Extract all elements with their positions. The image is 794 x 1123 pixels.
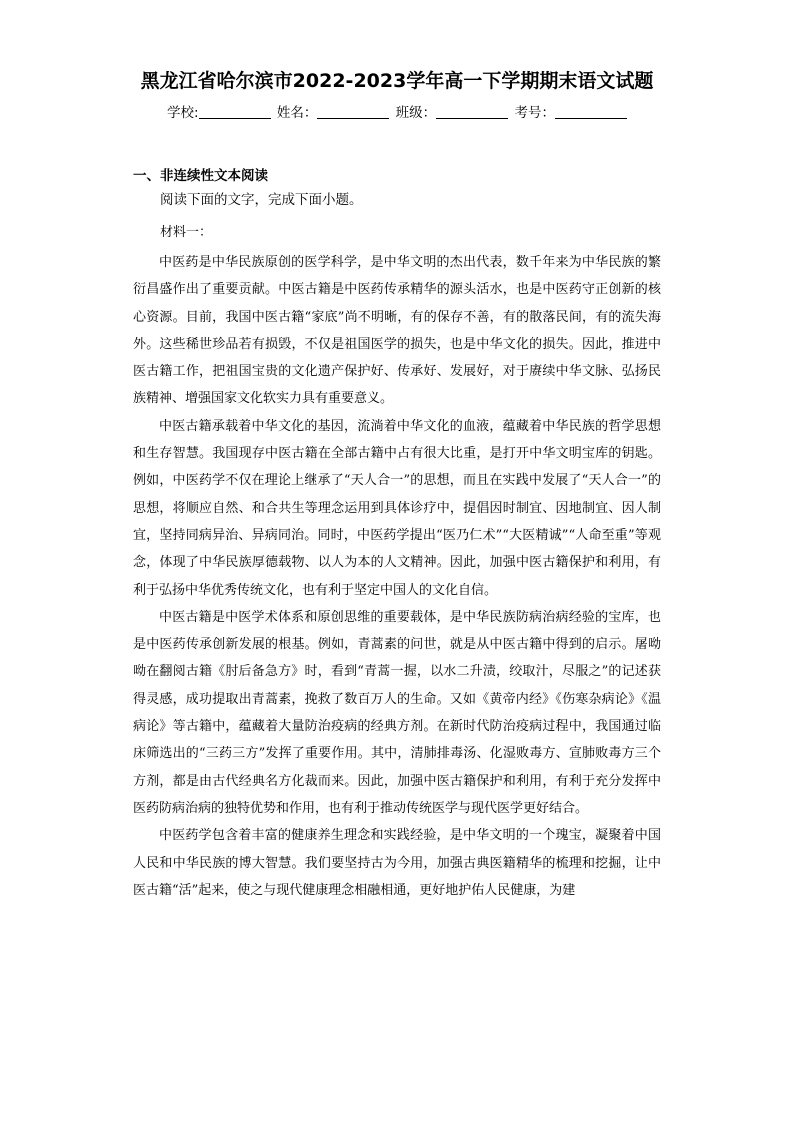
- exam-number-blank: [555, 104, 627, 119]
- school-label: 学校:: [167, 105, 199, 121]
- paragraph-3: 中医古籍是中医学术体系和原创思维的重要载体，是中华民族防病治病经验的宝库，也是中医药传承创新发展的根基。例如，青蒿素的问世，就是从中医古籍中得到的启示。屠呦呦在翻阅古籍《肘后备急方》时，看到“青蒿一握，以水二升渍，绞取汁，尽服之”的记述获得灵感，成功提取出青蒿素，挽救了数百万人的生命。又如《黄帝内经》《伤寒杂病论》《温病论》等古籍中，蕴藏着大量防治疫病的经典方剂。在新时代防治疫病过程中，我国通过临床筛选出的“三药三方”发挥了重要作用。其中，清肺排毒汤、化湿败毒方、宣肺败毒方三个方剂，都是由古代经典名方化裁而来。因此，加强中医古籍保护和利用，有利于充分发挥中医药防病治病的独特优势和作用，也有利于推动传统医学与现代医学更好结合。: [133, 609, 661, 816]
- section-heading: 一、非连续性文本阅读: [133, 168, 268, 184]
- school-field: [167, 102, 271, 124]
- name-blank: [317, 104, 389, 119]
- class-field: [396, 102, 509, 124]
- exam-number-field: [514, 102, 627, 124]
- name-label: 姓名：: [276, 105, 318, 121]
- class-blank: [436, 104, 508, 119]
- exam-number-label: 考号：: [514, 105, 555, 121]
- paragraph-4: 中医药学包含着丰富的健康养生理念和实践经验，是中华文明的一个瑰宝，凝聚着中国人民和中华民族的博大智慧。我们要坚持古为今用，加强古典医籍精华的梳理和挖掘，让中医古籍“活”起来，使之与现代健康理念相融相通，更好地护佑人民健康，为建: [133, 828, 661, 898]
- material-label: 材料一：: [160, 225, 213, 240]
- document-title: 黑龙江省哈尔滨市2022-2023学年高一下学期期末语文试题: [140, 70, 654, 92]
- reading-instruction: 阅读下面的文字，完成下面小题。: [160, 192, 363, 208]
- school-blank: [199, 104, 271, 119]
- class-label: 班级：: [395, 105, 437, 121]
- material-body: [133, 249, 661, 904]
- name-field: [277, 102, 390, 124]
- paragraph-2: 中医古籍承载着中华文化的基因，流淌着中华文化的血液，蕴藏着中华民族的哲学思想和生存智慧。我国现存中医古籍在全部古籍中占有很大比重，是打开中华文明宝库的钥匙。例如，中医药学不仅在理论上继承了“天人合一”的思想，而且在实践中发展了“天人合一”的思想，将顺应自然、和合共生等理念运用到具体诊疗中，提倡因时制宜、因地制宜、因人制宜，坚持同病异治、异病同治。同时，中医药学提出“医乃仁术”“大医精诚”“人命至重”等观念，体现了中华民族厚德载物、以人为本的人文精神。因此，加强中医古籍保护和利用，有利于弘扬中华优秀传统文化，也有利于坚定中国人的文化自信。: [133, 418, 661, 598]
- paragraph-1: 中医药是中华民族原创的医学科学，是中华文明的杰出代表，数千年来为中华民族的繁衍昌盛作出了重要贡献。中医古籍是中医药传承精华的源头活水，也是中医药守正创新的核心资源。目前，我国中医古籍“家底”尚不明晰，有的保存不善，有的散落民间，有的流失海外。这些稀世珍品若有损毁，不仅是祖国医学的损失，也是中华文化的损失。因此，推进中医古籍工作，把祖国宝贵的文化遗产保护好、传承好、发展好，对于赓续中华文脉、弘扬民族精神、增强国家文化软实力具有重要意义。: [133, 255, 661, 407]
- student-info-line: [0, 102, 794, 124]
